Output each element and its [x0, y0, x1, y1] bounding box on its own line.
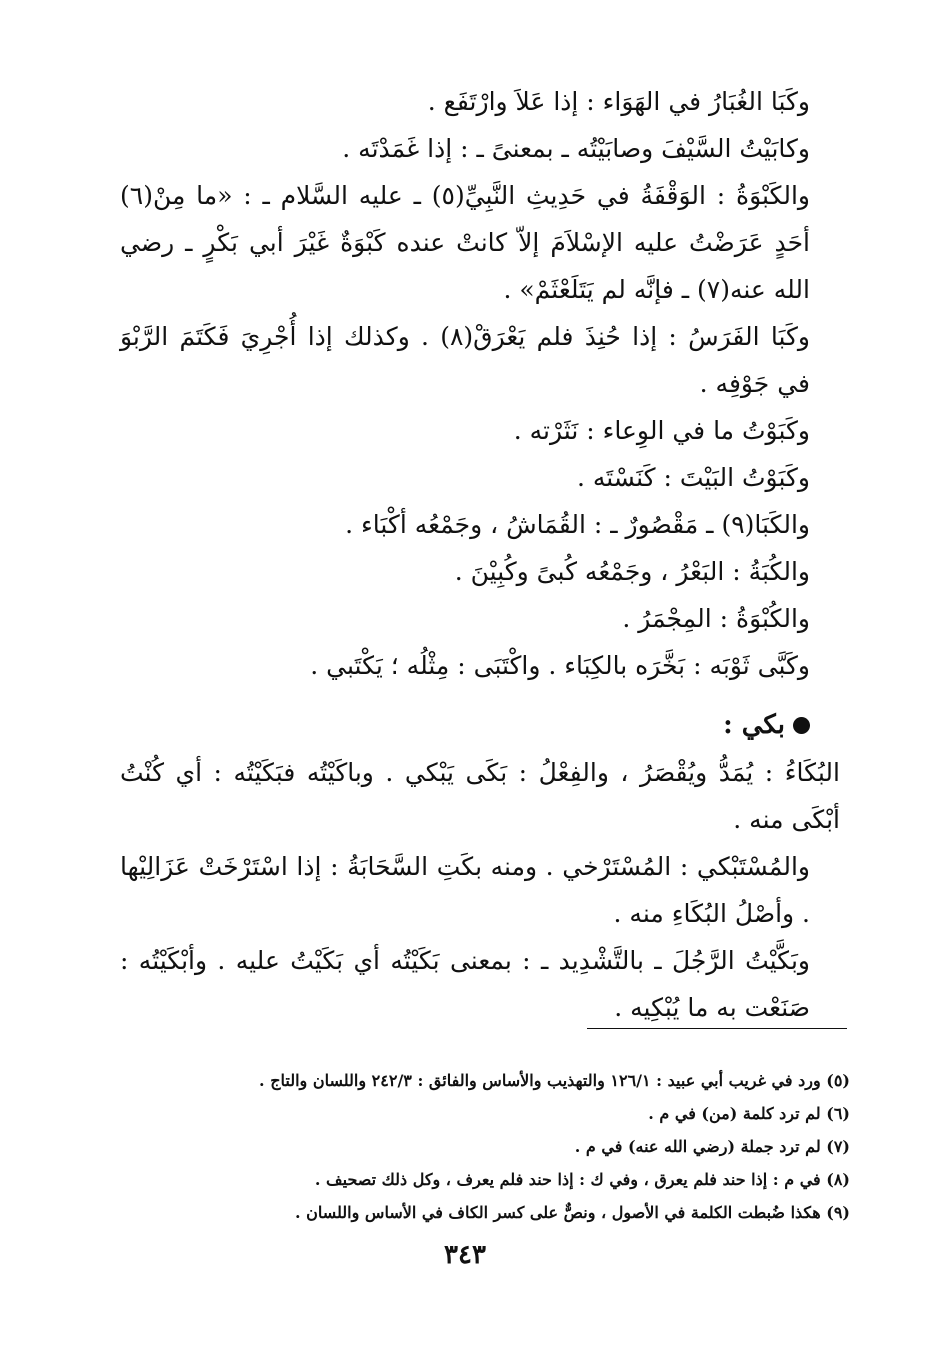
paragraph-kaba-dust: وكَبَا الغُبَارُ في الهَوَاء : إذا عَلاَ وارْتَفَع .	[427, 87, 810, 116]
paragraph-albuka: البُكَاءُ : يُمَدُّ ويُقْصَرُ ، والفِعْلُ : بَكَى يَبْكي . وباكَيْتُه فبَكَيْتُه : أي كُنْتُ أبْكَى منه .	[120, 758, 840, 834]
footnote-9: (٩) هكذا ضُبطت الكلمة في الأصول ، ونصٌّ على كسر الكاف في الأساس واللسان .	[294, 1203, 850, 1222]
footnote-6: (٦) لم ترد كلمة (من) في م .	[648, 1104, 850, 1123]
footnote-8: (٨) في م : إذا حند فلم يعرق ، وفي ك : إذا حند فلم يعرف ، وكل ذلك تصحيف .	[314, 1170, 850, 1189]
main-text	[120, 78, 840, 1031]
paragraph-kabawtu-vessel: وكَبَوْتُ ما في الوِعاء : نَثَرْته .	[513, 416, 810, 445]
paragraph-alkuba: والكُبَةُ : البَعْرُ ، وجَمْعُه كُبىً وكُبِيْنَ .	[454, 557, 810, 586]
bullet-icon	[793, 717, 810, 734]
footnote-7: (٧) لم ترد جملة (رضي الله عنه) في م .	[574, 1137, 850, 1156]
paragraph-bakkaytu: وبَكَّيْتُ الرَّجُلَ ـ بالتَّشْدِيد ـ : بمعنى بَكَيْتُه أي بَكَيْتُ عليه . وأبْكَيْتُه : صَنَعْت به ما يُبْكِيه .	[120, 946, 810, 1022]
paragraph-alkaba: والكَبَا(٩) ـ مَقْصُورٌ ـ : القُمَاشُ ، وجَمْعُه أكْبَاء .	[345, 510, 810, 539]
paragraph-kaba-horse: وكَبَا الفَرَسُ : إذا حُنِذَ فلم يَعْرَقْ(٨) . وكذلك إذا أُجْرِيَ فَكَتَمَ الرَّبْوَ في جَوْفِه .	[120, 322, 811, 398]
paragraph-almustabki: والمُسْتَبْكي : المُسْتَرْخي . ومنه بكَتِ السَّحَابَةُ : إذا اسْتَرْخَتْ عَزَالِيْها . وأصْلُ البُكَاءِ منه .	[120, 852, 810, 928]
paragraph-kabawtu-house: وكَبَوْتُ البَيْتَ : كَنَسْتَه .	[576, 463, 810, 492]
section-heading-text: بكي :	[723, 710, 785, 740]
page-number: ٣٤٣	[444, 1240, 486, 1270]
footnotes	[150, 1064, 850, 1229]
paragraph-kabwa-hadith: والكَبْوَةُ : الوَقْفَةُ في حَدِيثِ النَّبِيِّ(٥) ـ عليه السَّلام ـ : «ما مِنْ(٦) أحَدٍ عَرَضْتُ عليه الإسْلاَمَ إلاّ كانتْ عنده كَبْوَةٌ غَيْرَ أبي بَكْرٍ ـ رضي الله عنه(٧) ـ فإنَّه لم يَتَلَعْثَمْ» .	[120, 181, 810, 304]
section-heading-baki	[120, 701, 840, 749]
footnote-5: (٥) ورد في غريب أبي عبيد : ١٢٦/١ والتهذيب والأساس والفائق : ٢٤٢/٣ واللسان والتاج .	[259, 1071, 850, 1090]
paragraph-kabba-thawb: وكَبَّى ثَوْبَه : بَخَّرَه بالكِبَاء . واكْتَبَى : مِثْلُه ؛ يَكْتَبي .	[310, 651, 810, 680]
paragraph-kabaytu-sword: وكابَيْتُ السَّيْفَ وصابَيْتُه ـ بمعنىً ـ : إذا غَمَدْتَه .	[342, 134, 810, 163]
footnote-divider	[587, 1028, 847, 1029]
paragraph-alkubwa: والكُبْوَةُ : المِجْمَرُ .	[622, 604, 810, 633]
